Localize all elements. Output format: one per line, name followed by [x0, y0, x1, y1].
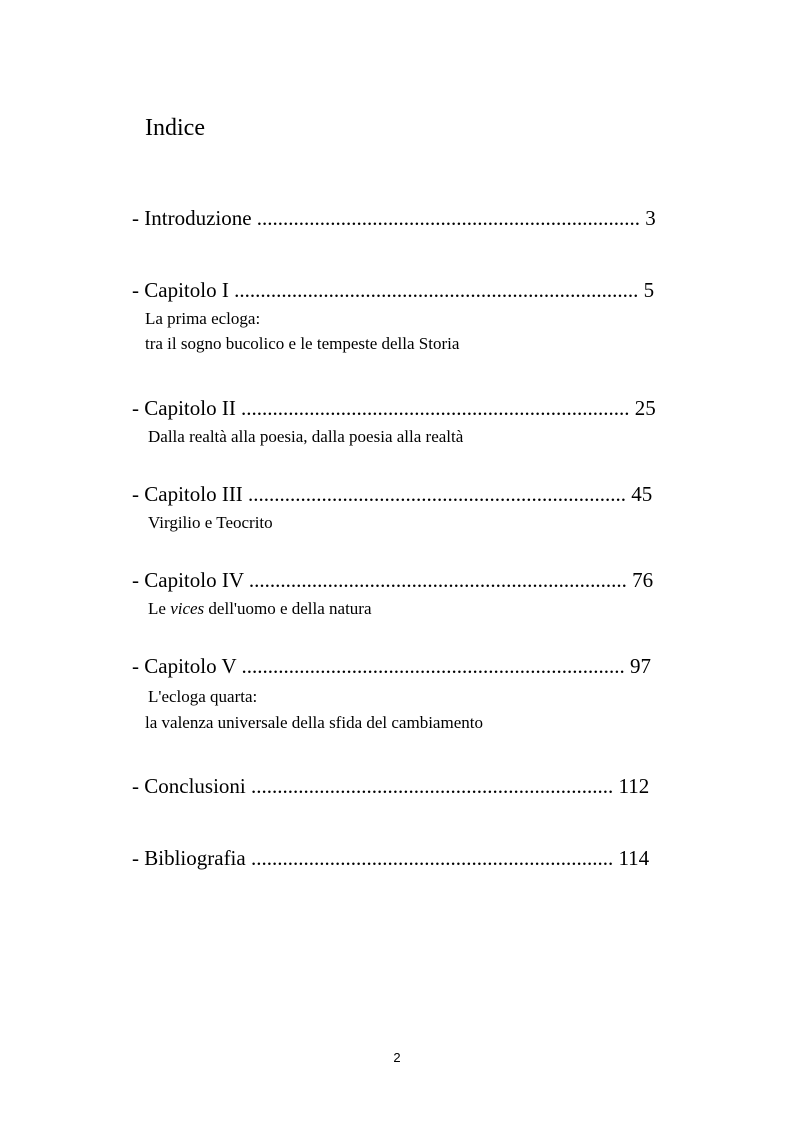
toc-subtitle-capitolo-4-pre: Le [148, 599, 171, 618]
toc-entry-bibliografia: - Bibliografia ..................................................................... 114 [132, 846, 650, 870]
toc-entry-conclusioni: - Conclusioni ..................................................................... 112 [132, 774, 650, 798]
toc-subtitle-capitolo-3: Virgilio e Teocrito [148, 513, 273, 532]
toc-subtitle-capitolo-4-italic: vices [170, 599, 205, 618]
toc-entry-capitolo-2: - Capitolo II .......................................................................... 25 [132, 396, 656, 420]
toc-entry-introduzione: - Introduzione ......................................................................... 3 [132, 206, 656, 230]
toc-entry-capitolo-5: - Capitolo V ......................................................................... 97 [132, 654, 651, 678]
page-title: Indice [145, 115, 205, 141]
toc-entry-capitolo-3: - Capitolo III ........................................................................ 45 [132, 482, 653, 506]
toc-subtitle-capitolo-4 [148, 598, 372, 620]
toc-subtitle-capitolo-5-line-1: L'ecloga quarta: [148, 687, 258, 706]
page-number: 2 [393, 1050, 401, 1065]
toc-subtitle-capitolo-1-line-2: tra il sogno bucolico e le tempeste della Storia [145, 334, 460, 353]
toc-subtitle-capitolo-2: Dalla realtà alla poesia, dalla poesia alla realtà [148, 427, 464, 446]
toc-subtitle-capitolo-1-line-1: La prima ecloga: [145, 309, 261, 328]
toc-entry-capitolo-4: - Capitolo IV ........................................................................ 76 [132, 568, 654, 592]
toc-entry-capitolo-1: - Capitolo I ............................................................................. 5 [132, 278, 655, 302]
toc-subtitle-capitolo-4-post: dell'uomo e della natura [204, 599, 372, 618]
toc-subtitle-capitolo-5-line-2: la valenza universale della sfida del cambiamento [145, 713, 483, 732]
